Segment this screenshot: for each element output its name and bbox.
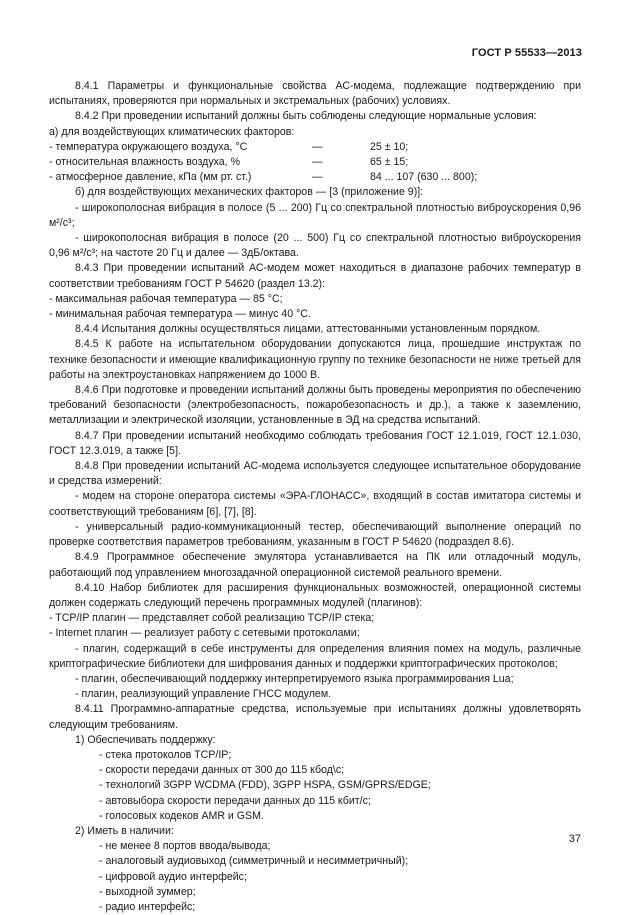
paragraph-8-4-10: 8.4.10 Набор библиотек для расширения функциональных возможностей, операционной системы должен содержать следующий перечень программных модулей (плагинов): — [49, 581, 581, 609]
climatic-row — [49, 155, 581, 170]
paragraph-8-4-5: 8.4.5 К работе на испытательном оборудовании допускаются лица, прошедшие инструктаж по технике безопасности и имеющие квалификационную группу по технике безопасности не ниже третьей для работы на электроустановках напряжением до 1000 В. — [49, 338, 581, 381]
temperature-min: - минимальная рабочая температура — минус 40 °С. — [49, 308, 311, 321]
have-item: - аналоговый аудиовыход (симметричный и несимметричный); — [99, 855, 409, 868]
have-item: - выходной зуммер; — [99, 885, 196, 898]
equipment-item: - универсальный радио-коммуникационный тестер, обеспечивающий выполнение операций по проверке соответствия параметров требованиям, указанным в ГОСТ Р 54620 (подраздел 8.6). — [49, 520, 581, 549]
temperature-max: - максимальная рабочая температура — 85 °С; — [49, 292, 283, 305]
climatic-label: - температура окружающего воздуха, °С — [49, 140, 248, 153]
climatic-label: - относительная влажность воздуха, % — [49, 156, 240, 169]
paragraph-8-4-7: 8.4.7 При проведении испытаний необходимо соблюдать требования ГОСТ 12.1.019, ГОСТ 12.1.030, ГОСТ 12.3.019, а также [5]. — [49, 429, 581, 457]
climatic-label: - атмосферное давление, кПа (мм рт. ст.) — [49, 171, 252, 184]
plugin-item: - TCP/IP плагин — представляет собой реализацию TCP/IP стека; — [49, 612, 375, 625]
paragraph-8-4-9: 8.4.9 Программное обеспечение эмулятора устанавливается на ПК или отладочный модуль, работающий под управлением многозадачной операционной системой реального времени. — [49, 551, 581, 579]
have-item: - радио интерфейс; — [99, 900, 196, 913]
support-item: - стека протоколов TCP/IP; — [99, 748, 232, 761]
have-item: - не менее 8 портов ввода/вывода; — [99, 840, 271, 853]
support-item: - технологий 3GPP WCDMA (FDD), 3GPP HSPA, GSM/GPRS/EDGE; — [99, 779, 431, 792]
climatic-intro: а) для воздействующих климатических факторов: — [49, 125, 295, 138]
climatic-row — [49, 140, 581, 155]
climatic-row — [49, 170, 581, 185]
support-item: - автовыбора скорости передачи данных до 115 кбит/с; — [99, 794, 371, 807]
have-item: - цифровой аудио интерфейс; — [99, 870, 247, 883]
paragraph-8-4-6: 8.4.6 При подготовке и проведении испытаний должны быть проведены мероприятия по обеспечению требований безопасности (электробезопасность, пожаробезопасность и др.), а также к заземлению, металлизации и электрической изоляции, установленные в ЭД на средства испытаний. — [49, 384, 581, 427]
paragraph-8-4-4: 8.4.4 Испытания должны осуществляться лицами, аттестованными установленным порядком. — [75, 323, 541, 336]
paragraph-8-4-2: 8.4.2 При проведении испытаний должны быть соблюдены следующие нормальные условия: — [75, 110, 537, 123]
vibration-item: - широкополосная вибрация в полосе (5 ... 200) Гц со спектральной плотностью виброускорения 0,96 м²/с³; — [49, 201, 581, 229]
climatic-value: 25 ± 10; — [370, 140, 409, 153]
page-number: 37 — [568, 833, 581, 845]
climatic-dash: — — [312, 156, 323, 169]
climatic-value: 65 ± 15; — [370, 156, 409, 169]
have-title: 2) Иметь в наличии: — [75, 824, 174, 837]
vibration-item: - широкополосная вибрация в полосе (20 ... 500) Гц со спектральной плотностью виброускорения 0,96 м²/с³; на частоте 20 Гц и далее — 3дБ/октава. — [49, 232, 581, 260]
page-body — [49, 79, 581, 915]
paragraph-8-4-11: 8.4.11 Программно-аппаратные средства, используемые при испытаниях должны удовлетворять следующим требованиям. — [49, 703, 581, 731]
equipment-item: - модем на стороне оператора системы «ЭРА-ГЛОНАСС», входящий в состав имитатора системы и соответствующий требованиям [6], [7], [8]. — [49, 490, 581, 518]
paragraph-8-4-8: 8.4.8 При проведении испытаний АС-модема используется следующее испытательное оборудование и средства измерений: — [49, 460, 581, 488]
climatic-dash: — — [312, 171, 323, 184]
standard-header: ГОСТ Р 55533—2013 — [471, 47, 582, 59]
plugin-item: - плагин, обеспечивающий поддержку интерпретируемого языка программирования Lua; — [75, 672, 514, 685]
paragraph-8-4-1: 8.4.1 Параметры и функциональные свойства АС-модема, подлежащие подтверждению при испытаниях, проверяются при нормальных и экстремальных (рабочих) условиях. — [49, 80, 581, 108]
mechanical-intro: б) для воздействующих механических факторов — [3 (приложение 9)]: — [75, 186, 424, 199]
support-title: 1) Обеспечивать поддержку: — [75, 733, 216, 746]
plugin-item: - плагин, реализующий управление ГНСС модулем. — [75, 688, 332, 701]
support-item: - скорости передачи данных от 300 до 115 кбод\с; — [99, 764, 345, 777]
plugin-item: - плагин, содержащий в себе инструменты для определения влияния помех на модуль, различные криптографические библиотеки для шифрования данных и поддержки криптографических протоколов; — [49, 642, 581, 670]
climatic-value: 84 ... 107 (630 ... 800); — [370, 171, 478, 184]
plugin-item: - Internet плагин — реализует работу с сетевыми протоколами; — [49, 627, 360, 640]
support-item: - голосовых кодеков AMR и GSM. — [99, 809, 264, 822]
climatic-dash: — — [312, 140, 323, 153]
paragraph-8-4-3: 8.4.3 При проведении испытаний АС-модем может находиться в диапазоне рабочих температур в соответствии требованиям ГОСТ Р 54620 (раздел 13.2): — [49, 262, 581, 290]
